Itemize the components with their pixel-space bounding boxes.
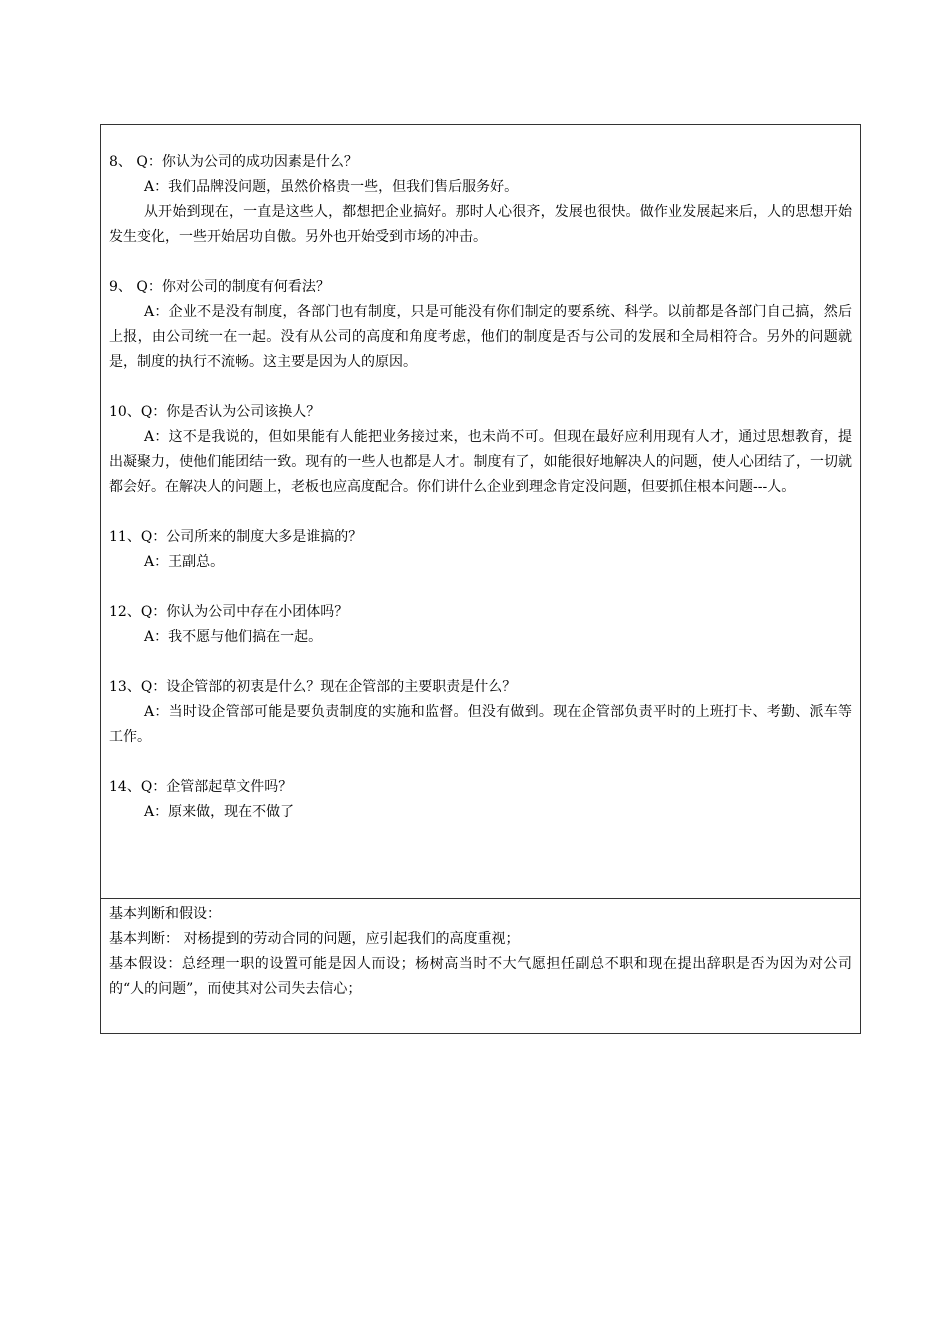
answer: 从开始到现在，一直是这些人，都想把企业搞好。那时人心很齐，发展也很快。做作业发展起来后，人的思想开始发生变化，一些开始居功自傲。另外也开始受到市场的冲击。 xyxy=(109,204,852,245)
qa-item-8 xyxy=(109,150,852,250)
summary-assumption: 基本假设：总经理一职的设置可能是因人而设；杨树高当时不大气愿担任副总不职和现在提出辞职是否为因为对公司的“人的问题”，而使其对公司失去信心； xyxy=(109,956,852,997)
answer: A：原来做，现在不做了 xyxy=(144,804,295,820)
summary-judgment: 基本判断： 对杨提到的劳动合同的问题，应引起我们的高度重视； xyxy=(109,931,520,947)
question: 14、Q：企管部起草文件吗？ xyxy=(109,779,293,795)
interview-table xyxy=(100,124,861,1034)
qa-item-9 xyxy=(109,275,852,375)
answer: A：这不是我说的，但如果能有人能把业务接过来，也未尚不可。但现在最好应利用现有人才，通过思想教育，提出凝聚力，使他们能团结一致。现有的一些人也都是人才。制度有了，如能很好地解决人的问题，使人心团结了，一切就都会好。在解决人的问题上，老板也应高度配合。你们讲什么企业到理念肯定没问题，但要抓住根本问题---人。 xyxy=(109,429,852,495)
summary-heading: 基本判断和假设： xyxy=(109,906,221,922)
qa-item-14 xyxy=(109,775,852,825)
answer: A：企业不是没有制度，各部门也有制度，只是可能没有你们制定的要系统、科学。以前都是各部门自己搞，然后上报，由公司统一在一起。没有从公司的高度和角度考虑，他们的制度是否与公司的发展和全局相符合。另外的问题就是，制度的执行不流畅。这主要是因为人的原因。 xyxy=(109,304,852,370)
question: 9、 Q：你对公司的制度有何看法？ xyxy=(109,279,330,295)
qa-item-12 xyxy=(109,600,852,650)
question: 8、 Q：你认为公司的成功因素是什么？ xyxy=(109,154,358,170)
question: 13、Q：设企管部的初衷是什么？现在企管部的主要职责是什么？ xyxy=(109,679,517,695)
question: 11、Q：公司所来的制度大多是谁搞的？ xyxy=(109,529,363,545)
qa-item-13 xyxy=(109,675,852,750)
answer: A：王副总。 xyxy=(144,554,225,570)
qa-cell xyxy=(101,125,860,899)
question: 12、Q：你认为公司中存在小团体吗？ xyxy=(109,604,349,620)
answer: A：我们品牌没问题，虽然价格贵一些，但我们售后服务好。 xyxy=(144,179,519,195)
question: 10、Q：你是否认为公司该换人？ xyxy=(109,404,321,420)
summary-cell xyxy=(101,899,860,1033)
qa-item-11 xyxy=(109,525,852,575)
qa-item-10 xyxy=(109,400,852,500)
answer: A：我不愿与他们搞在一起。 xyxy=(144,629,323,645)
answer: A：当时设企管部可能是要负责制度的实施和监督。但没有做到。现在企管部负责平时的上班打卡、考勤、派车等工作。 xyxy=(109,704,852,745)
